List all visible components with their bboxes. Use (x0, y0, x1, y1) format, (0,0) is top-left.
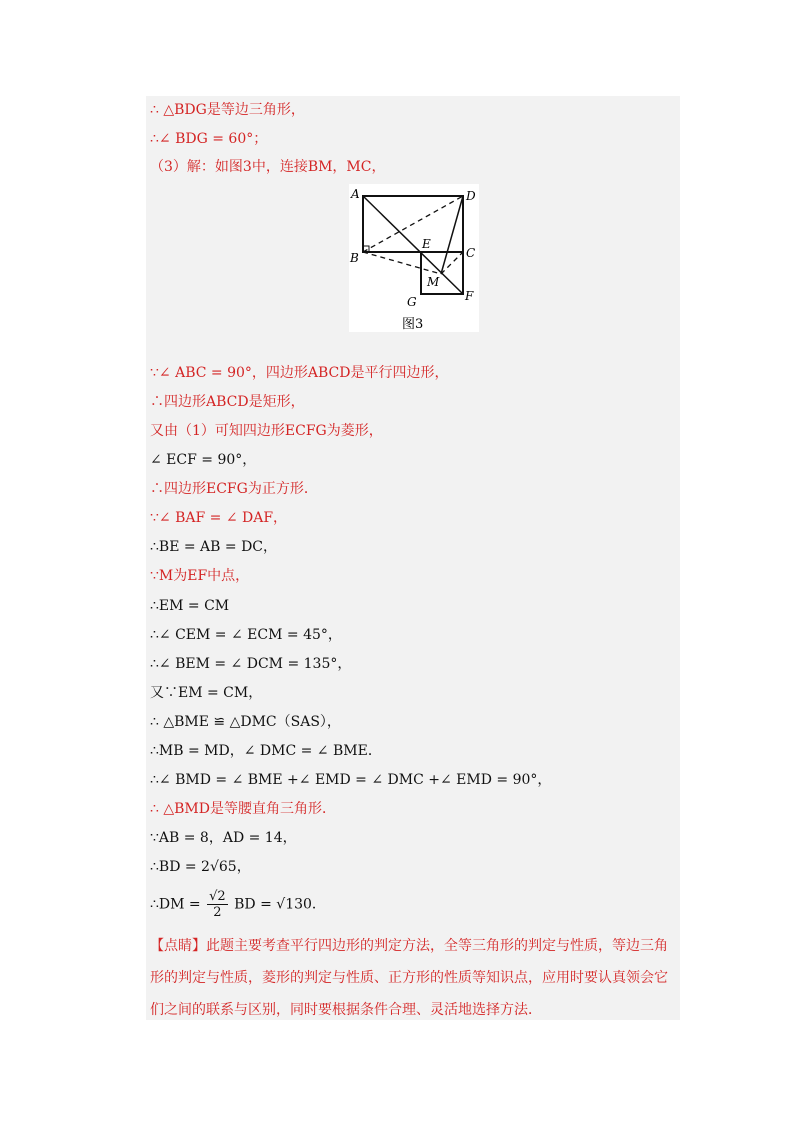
line-17: ∴∠ BMD = ∠ BME +∠ EMD = ∠ DMC +∠ EMD = 90°， (150, 772, 552, 788)
line-10: ∵M为EF中点， (150, 568, 250, 584)
line-14: 又∵EM = CM， (150, 685, 263, 701)
label-g: G (407, 295, 417, 309)
line-3: ∵∠ ABC = 90°，四边形ABCD是平行四边形， (150, 365, 449, 381)
line-21 (150, 889, 326, 920)
line-5: 又由（1）可知四边形ECFG为菱形， (150, 423, 383, 439)
label-c: C (466, 246, 476, 260)
fraction-numerator: √2 (209, 889, 226, 904)
fraction-sqrt2-over-2 (207, 889, 228, 920)
dm-prefix: ∴DM = (150, 896, 201, 913)
line-af (363, 196, 463, 294)
label-a: A (351, 187, 360, 201)
geometry-figure (349, 184, 479, 332)
line-7: ∴四边形ECFG为正方形． (150, 481, 318, 497)
note-line-1: 【点睛】此题主要考查平行四边形的判定方法，全等三角形的判定与性质，等边三角 (150, 938, 668, 954)
line-dm (441, 196, 463, 274)
line-0: ∴ △BDG是等边三角形， (150, 102, 305, 118)
line-9: ∴BE = AB = DC， (150, 539, 278, 555)
line-4: ∴四边形ABCD是矩形， (150, 394, 305, 410)
line-8: ∵∠ BAF = ∠ DAF， (150, 510, 288, 526)
line-2: （3）解：如图3中，连接BM，MC， (150, 159, 386, 175)
line-bd (363, 196, 463, 252)
label-b: B (350, 251, 359, 265)
label-f: F (465, 289, 474, 303)
note-line-3: 们之间的联系与区别，同时要根据条件合理、灵活地选择方法． (150, 1002, 542, 1018)
dm-suffix: BD = √130． (234, 896, 326, 913)
figure-caption: 图3 (402, 317, 424, 332)
label-e: E (422, 237, 431, 251)
line-1: ∴∠ BDG = 60°； (150, 131, 268, 147)
line-13: ∴∠ BEM = ∠ DCM = 135°， (150, 656, 352, 672)
label-m: M (427, 275, 440, 289)
line-6: ∠ ECF = 90°， (150, 452, 257, 468)
label-d: D (466, 189, 476, 203)
fraction-denominator: 2 (213, 905, 222, 920)
line-bm (363, 252, 441, 274)
note-line-2: 形的判定与性质，菱形的判定与性质、正方形的性质等知识点，应用时要认真领会它 (150, 970, 668, 986)
line-16: ∴MB = MD，∠ DMC = ∠ BME． (150, 743, 382, 759)
line-12: ∴∠ CEM = ∠ ECM = 45°， (150, 627, 342, 643)
line-11: ∴EM = CM (150, 598, 230, 614)
figure-svg (349, 184, 479, 332)
line-20: ∴BD = 2√65， (150, 859, 251, 875)
line-15: ∴ △BME ≌ △DMC（SAS）， (150, 714, 341, 730)
line-18: ∴ △BMD是等腰直角三角形． (150, 801, 336, 817)
line-19: ∵AB = 8，AD = 14， (150, 830, 297, 846)
